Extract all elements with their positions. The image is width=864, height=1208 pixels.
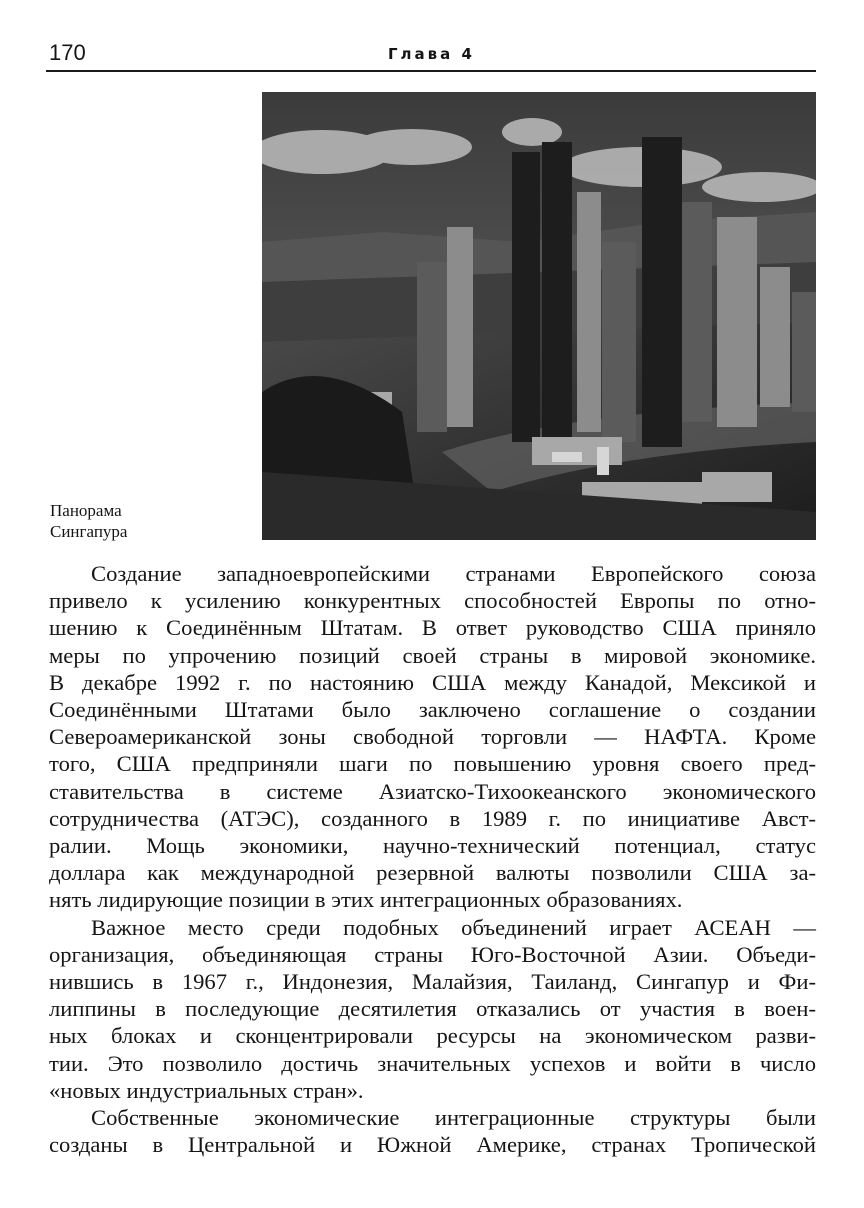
text-line: Собственные экономические интеграционные структуры были: [91, 1105, 816, 1131]
text-line: того, США предприняли шаги по повышению уровня своего пред-: [49, 751, 816, 777]
text-line: ралии. Мощь экономики, научно-технический потенциал, статус: [49, 833, 816, 859]
text-line: привело к усилению конкурентных способностей Европы по отно-: [49, 588, 816, 614]
photo-caption: [50, 500, 127, 542]
text-line: нять лидирующие позиции в этих интеграционных образованиях.: [49, 887, 683, 913]
header-rule: [46, 70, 816, 72]
text-line: шению к Соединённым Штатам. В ответ руководство США приняло: [49, 615, 816, 641]
text-line: В декабре 1992 г. по настоянию США между Канадой, Мексикой и: [49, 669, 816, 695]
text-line: Соединёнными Штатами было заключено соглашение о создании: [49, 697, 816, 723]
text-line: «новых индустриальных стран».: [49, 1077, 364, 1103]
text-line: доллара как международной резервной валюты позволили США за-: [49, 860, 816, 886]
text-line: меры по упрочению позиций своей страны в мировой экономике.: [49, 642, 816, 668]
text-line: созданы в Центральной и Южной Америке, странах Тропической: [49, 1132, 816, 1158]
page-number: 170: [49, 40, 86, 65]
text-line: Важное место среди подобных объединений играет АСЕАН —: [91, 914, 816, 940]
text-line: сотрудничества (АТЭС), созданного в 1989 г. по инициативе Авст-: [49, 805, 816, 831]
text-line: ставительства в системе Азиатско-Тихоокеанского экономического: [49, 778, 816, 804]
text-line: ных блоках и сконцентрировали ресурсы на экономическом разви-: [49, 1023, 816, 1049]
singapore-panorama-photo: [262, 92, 816, 540]
text-line: нившись в 1967 г., Индонезия, Малайзия, Таиланд, Сингапур и Фи-: [49, 969, 816, 995]
text-line: Создание западноевропейскими странами Европейского союза: [91, 561, 816, 586]
text-line: липпины в последующие десятилетия отказались от участия в воен-: [49, 996, 816, 1022]
text-line: Североамериканской зоны свободной торговли — НАФТА. Кроме: [49, 724, 816, 750]
caption-line: Сингапура: [50, 522, 128, 541]
caption-line: Панорама: [50, 501, 122, 520]
body-text: [49, 560, 816, 1158]
text-line: тии. Это позволило достичь значительных успехов и войти в число: [49, 1050, 816, 1076]
chapter-title: Глава 4: [388, 45, 475, 63]
text-line: организация, объединяющая страны Юго-Восточной Азии. Объеди-: [49, 941, 816, 967]
